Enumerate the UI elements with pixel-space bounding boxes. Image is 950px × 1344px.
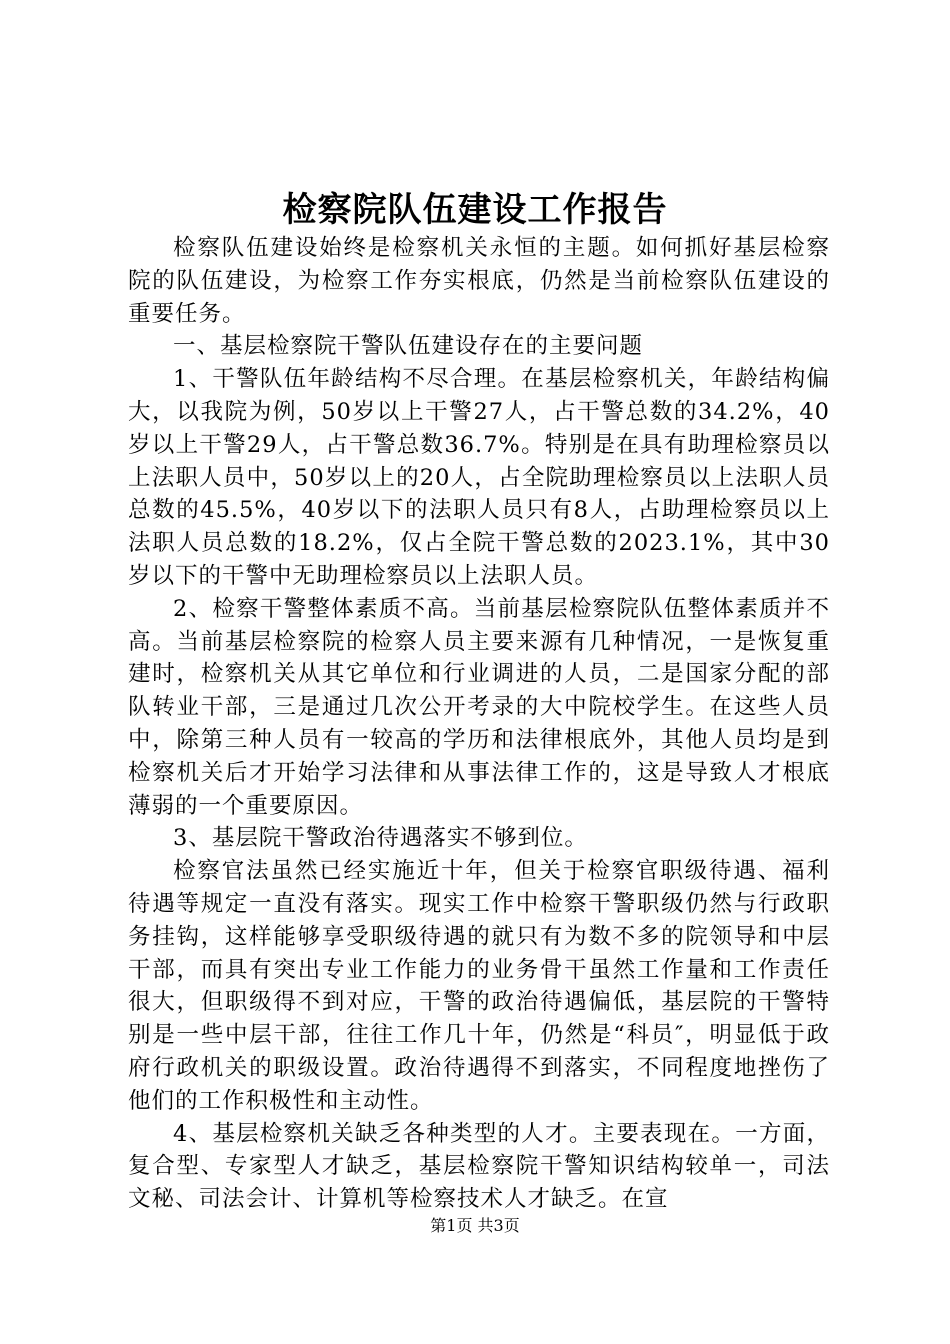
document-body <box>128 232 830 1216</box>
paragraph-overall-quality: 2、检察干警整体素质不高。当前基层检察院队伍整体素质并不高。当前基层检察院的检察人员主要来源有几种情况，一是恢复重建时，检察机关从其它单位和行业调进的人员，二是国家分配的部队转业干部，三是通过几次公开考录的大中院校学生。在这些人员中，除第三种人员有一较高的学历和法律根底外，其他人员均是到检察机关后才开始学习法律和从事法律工作的，这是导致人才根底薄弱的一个重要原因。 <box>128 595 830 819</box>
paragraph-talent-shortage: 4、基层检察机关缺乏各种类型的人才。主要表现在。一方面，复合型、专家型人才缺乏，基层检察院干警知识结构较单一，司法文秘、司法会计、计算机等检察技术人才缺乏。在宣 <box>128 1120 830 1213</box>
document-title: 检察院队伍建设工作报告 <box>282 190 668 230</box>
section-heading-1: 一、基层检察院干警队伍建设存在的主要问题 <box>173 333 644 360</box>
paragraph-political-treatment: 检察官法虽然已经实施近十年，但关于检察官职级待遇、福利待遇等规定一直没有落实。现实工作中检察干警职级仍然与行政职务挂钩，这样能够享受职级待遇的就只有为数不多的院领导和中层干部，而具有突出专业工作能力的业务骨干虽然工作量和工作责任很大，但职级得不到对应，干警的政治待遇偏低，基层院的干警特别是一些中层干部，往往工作几十年，仍然是“科员″，明显低于政府行政机关的职级设置。政治待遇得不到落实，不同程度地挫伤了他们的工作积极性和主动性。 <box>128 858 830 1114</box>
paragraph-age-structure: 1、干警队伍年龄结构不尽合理。在基层检察机关，年龄结构偏大，以我院为例，50岁以上干警27人，占干警总数的34.2%，40岁以上干警29人，占干警总数36.7%。特别是在具有助理检察员以上法职人员中，50岁以上的20人，占全院助理检察员以上法职人员总数的45.5%，40岁以下的法职人员只有8人，占助理检察员以上法职人员总数的18.2%，仅占全院干警总数的2023.1%，其中30岁以下的干警中无助理检察员以上法职人员。 <box>128 366 830 589</box>
paragraph-intro: 检察队伍建设始终是检察机关永恒的主题。如何抓好基层检察院的队伍建设，为检察工作夯实根底，仍然是当前检察队伍建设的重要任务。 <box>128 235 830 327</box>
paragraph-political-treatment-heading: 3、基层院干警政治待遇落实不够到位。 <box>173 825 588 852</box>
page-footer: 第1页 共3页 <box>430 1216 520 1235</box>
